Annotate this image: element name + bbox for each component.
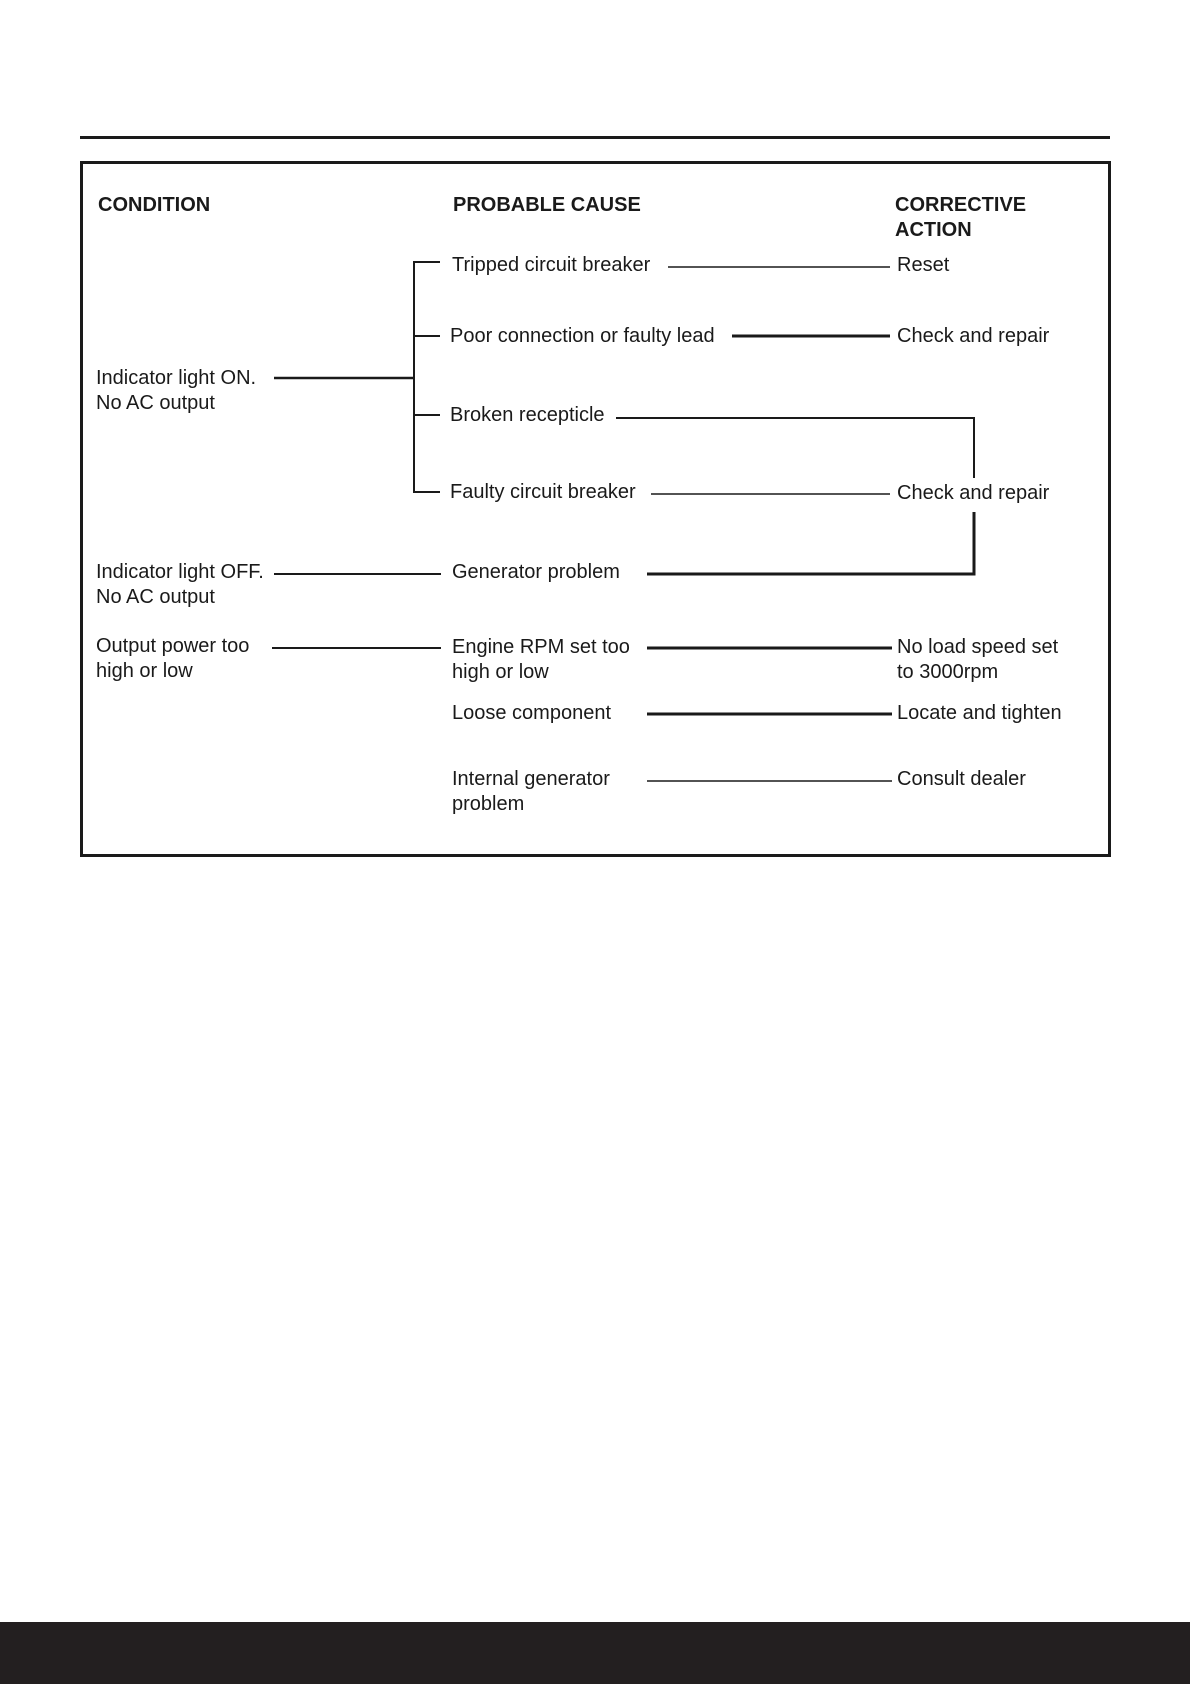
action-no-load-speed: No load speed set to 3000rpm <box>897 636 1059 683</box>
cause-loose-component: Loose component <box>452 702 612 724</box>
action-reset: Reset <box>897 254 950 276</box>
action-check-repair-1: Check and repair <box>897 325 1050 347</box>
cause-faulty-breaker: Faulty circuit breaker <box>450 481 636 503</box>
condition-output-power: Output power too high or low <box>96 635 250 682</box>
condition-indicator-off: Indicator light OFF. No AC output <box>96 561 264 608</box>
cause-5-link <box>647 512 974 574</box>
cause-engine-rpm: Engine RPM set too high or low <box>452 636 630 683</box>
action-consult-dealer: Consult dealer <box>897 768 1026 790</box>
header-probable-cause: PROBABLE CAUSE <box>453 194 641 216</box>
action-check-repair-2: Check and repair <box>897 482 1050 504</box>
cause-broken-recepticle: Broken recepticle <box>450 404 605 426</box>
footer-bar <box>0 1622 1190 1684</box>
cause-poor-connection: Poor connection or faulty lead <box>450 325 715 347</box>
header-corrective-action: CORRECTIVE ACTION <box>895 194 1027 241</box>
condition-indicator-on: Indicator light ON. No AC output <box>96 367 257 414</box>
cause-3-link <box>616 418 974 478</box>
cause-internal-generator: Internal generator problem <box>452 768 610 815</box>
cause-generator-problem: Generator problem <box>452 561 620 583</box>
header-condition: CONDITION <box>98 194 211 216</box>
action-locate-tighten: Locate and tighten <box>897 702 1062 724</box>
cause-tripped-breaker: Tripped circuit breaker <box>452 254 651 276</box>
